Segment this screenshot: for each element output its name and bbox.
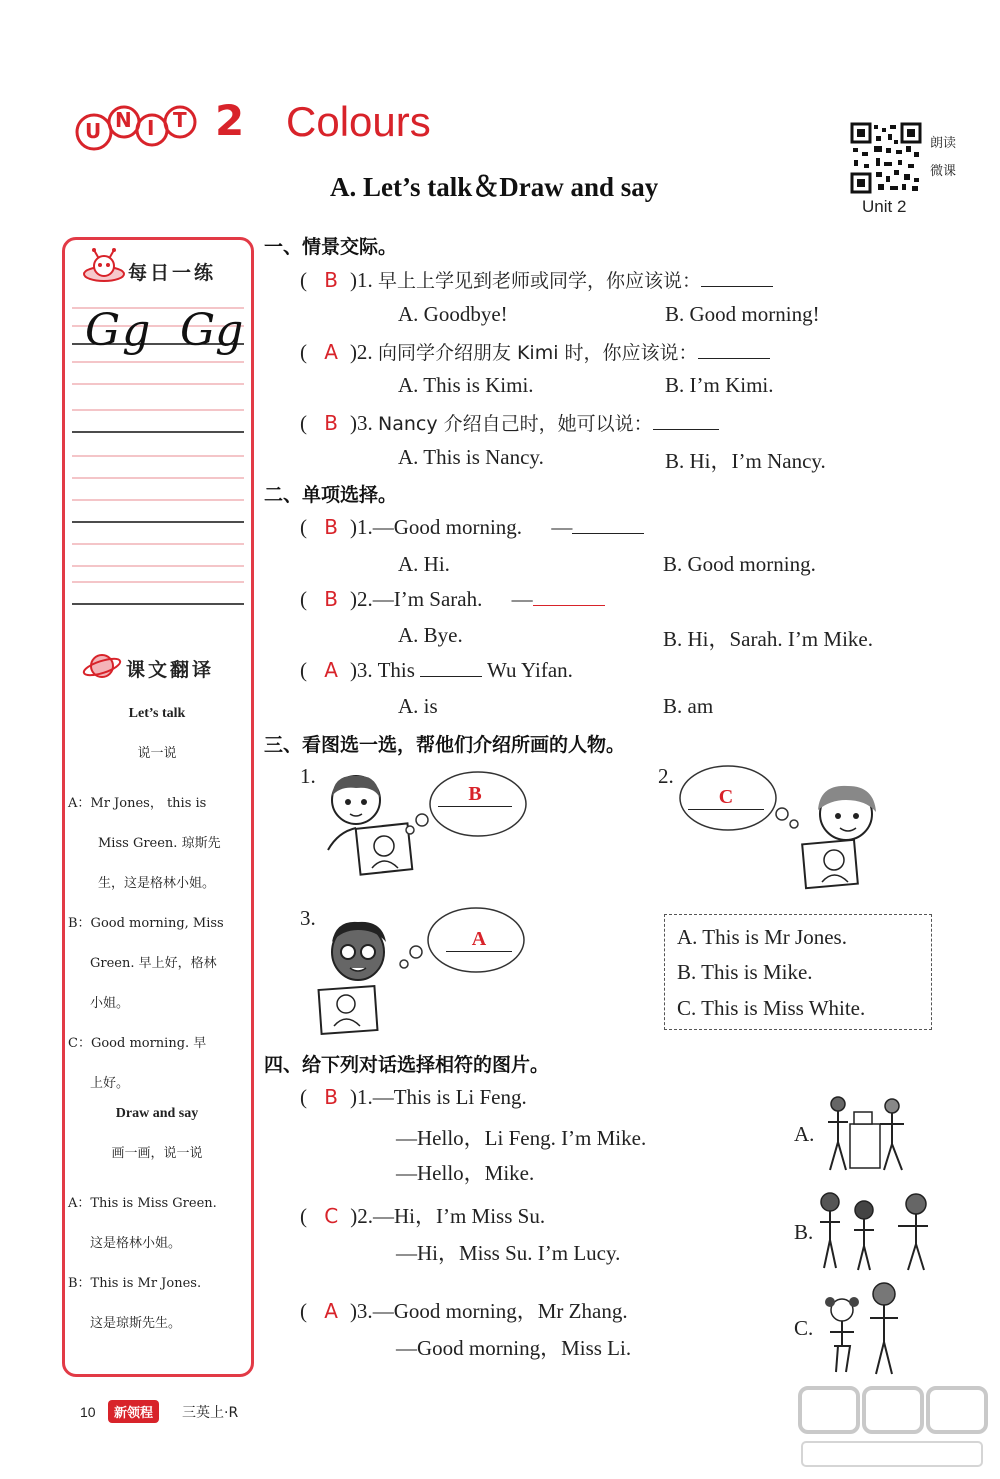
s2-q2-option-b: B. Hi，Sarah. I’m Mike. bbox=[663, 627, 873, 651]
s1-q3-num: )3. bbox=[349, 411, 373, 435]
s2-q1-answer[interactable]: B bbox=[324, 515, 338, 539]
draw-translation bbox=[68, 1184, 248, 1344]
s3-item1-num: 1. bbox=[300, 764, 316, 788]
s1-q1-option-b: B. Good morning! bbox=[665, 302, 820, 326]
qr-side-labels bbox=[930, 130, 956, 186]
s2-q2-option-a: A. Bye. bbox=[398, 623, 463, 647]
s4-q3-line2: —Good morning，Miss Li. bbox=[396, 1336, 632, 1360]
talk-translation bbox=[68, 784, 248, 1104]
s2-q1-reply: — bbox=[551, 515, 573, 539]
s4-q3: ( A )3.—Good morning，Mr Zhang. bbox=[300, 1299, 628, 1323]
pic-label-a: A. bbox=[794, 1122, 815, 1146]
translation-title: 课文翻译 bbox=[126, 659, 215, 681]
pic-label-c: C. bbox=[794, 1316, 814, 1340]
boy-with-drawing-image bbox=[796, 780, 892, 890]
s2-q3: ( A )3. This Wu Yifan. bbox=[300, 658, 573, 682]
s1-q2-text: 向同学介绍朋友 Kimi 时，你应该说： bbox=[377, 342, 698, 364]
s4-q2-num: )2. bbox=[350, 1204, 373, 1228]
planet-icon bbox=[82, 648, 122, 684]
unit-letter-t: T bbox=[173, 108, 187, 132]
s2-q1: ( B )1.—Good morning. — bbox=[300, 515, 644, 540]
unit-letter-n: N bbox=[115, 108, 132, 132]
s3-item3-answer[interactable]: A bbox=[446, 928, 512, 952]
s3-option-c: C. This is Miss White. bbox=[677, 996, 866, 1020]
qr-code-icon[interactable] bbox=[850, 122, 922, 194]
s1-q2-option-a: A. This is Kimi. bbox=[398, 373, 534, 397]
unit-letter-u: U bbox=[85, 119, 102, 143]
s1-q3-blank[interactable] bbox=[653, 412, 719, 430]
s2-q1-text: —Good morning. bbox=[372, 515, 523, 539]
s2-q2-text: —I’m Sarah. bbox=[372, 587, 483, 611]
talk-line-c1: C：Good morning. 早 bbox=[68, 1036, 207, 1051]
draw-line-a2: 这是格林小姐。 bbox=[90, 1236, 182, 1251]
talk-line-b1: B：Good morning, Miss bbox=[68, 916, 224, 931]
draw-line-b2: 这是琼斯先生。 bbox=[90, 1316, 182, 1331]
s1-q2: ( A )2. 向同学介绍朋友 Kimi 时，你应该说： bbox=[300, 338, 770, 365]
s1-q3-option-a: A. This is Nancy. bbox=[398, 445, 544, 469]
s2-q3-num: )3. bbox=[349, 658, 373, 682]
s3-item1-answer[interactable]: B bbox=[438, 783, 512, 807]
s2-q2: ( B )2.—I’m Sarah. — bbox=[300, 587, 605, 612]
watermark-logo bbox=[790, 1382, 990, 1472]
s4-q1-line2: —Hello，Li Feng. I’m Mike. bbox=[396, 1126, 647, 1150]
handwriting-sample-1: Gg bbox=[85, 305, 153, 356]
lets-talk-heading: Let’s talk bbox=[128, 706, 186, 721]
s4-q1-answer[interactable]: B bbox=[324, 1085, 338, 1109]
s4-q3-answer[interactable]: A bbox=[324, 1299, 338, 1323]
draw-say-cn: 画一画，说一说 bbox=[111, 1146, 203, 1161]
s1-q2-answer[interactable]: A bbox=[324, 340, 338, 364]
s3-item3-num: 3. bbox=[300, 906, 316, 930]
qr-caption: Unit 2 bbox=[862, 197, 907, 216]
s2-q1-blank[interactable] bbox=[572, 516, 644, 534]
talk-line-a2: Miss Green. 琼斯先 bbox=[98, 836, 221, 851]
s2-q3-text-before: This bbox=[377, 658, 415, 682]
three-children-image bbox=[816, 1190, 938, 1272]
s4-q1-num: )1. bbox=[349, 1085, 373, 1109]
s2-q1-option-b: B. Good morning. bbox=[663, 552, 816, 576]
unit-letter-i: I bbox=[147, 116, 155, 140]
s2-q3-blank[interactable] bbox=[420, 659, 482, 677]
s1-q1: ( B )1. 早上上学见到老师或同学，你应该说： bbox=[300, 266, 773, 293]
talk-line-a3: 生，这是格林小姐。 bbox=[98, 876, 216, 891]
unit-word bbox=[72, 100, 212, 160]
s4-q3-line1: —Good morning，Mr Zhang. bbox=[372, 1299, 628, 1323]
talk-line-b3: 小姐。 bbox=[90, 996, 130, 1011]
s2-q2-blank[interactable] bbox=[533, 588, 605, 606]
boy-glasses-with-drawing-image bbox=[316, 918, 408, 1036]
s1-q3-answer[interactable]: B bbox=[324, 411, 338, 435]
page-number: 10 bbox=[80, 1404, 96, 1420]
s2-q3-answer[interactable]: A bbox=[324, 658, 338, 682]
s2-q1-option-a: A. Hi. bbox=[398, 552, 450, 576]
s4-q1-line3: —Hello，Mike. bbox=[396, 1161, 535, 1185]
qr-label-read: 朗读 bbox=[930, 136, 957, 151]
s4-q2: ( C )2.—Hi，I’m Miss Su. bbox=[300, 1204, 546, 1228]
talk-line-c2: 上好。 bbox=[90, 1076, 130, 1091]
s1-q2-num: )2. bbox=[349, 340, 373, 364]
s4-q1-line1: —This is Li Feng. bbox=[372, 1085, 527, 1109]
s3-item2-num: 2. bbox=[658, 764, 674, 788]
s3-option-a: A. This is Mr Jones. bbox=[677, 925, 847, 949]
talk-line-b2: Green. 早上好，格林 bbox=[90, 956, 217, 971]
s3-option-b: B. This is Mike. bbox=[677, 960, 813, 984]
s2-q2-answer[interactable]: B bbox=[324, 587, 338, 611]
s2-q1-num: )1. bbox=[349, 515, 373, 539]
girl-and-teacher-image bbox=[820, 1280, 910, 1376]
lets-talk-cn: 说一说 bbox=[137, 746, 177, 761]
s2-q3-option-b: B. am bbox=[663, 694, 714, 718]
draw-line-a1: A：This is Miss Green. bbox=[68, 1196, 217, 1211]
s1-q3: ( B )3. Nancy 介绍自己时，她可以说： bbox=[300, 409, 719, 436]
unit-number: 2 bbox=[215, 96, 245, 145]
brand-badge: 新领程 bbox=[108, 1400, 159, 1423]
s1-q3-option-b: B. Hi，I’m Nancy. bbox=[665, 449, 826, 473]
section3-heading: 三、看图选一选，帮他们介绍所画的人物。 bbox=[264, 734, 626, 756]
draw-line-b1: B：This is Mr Jones. bbox=[68, 1276, 202, 1291]
s4-q3-num: )3. bbox=[349, 1299, 373, 1323]
section2-heading: 二、单项选择。 bbox=[264, 484, 398, 506]
s2-q2-reply: — bbox=[511, 587, 533, 611]
s1-q3-text: Nancy 介绍自己时，她可以说： bbox=[377, 413, 653, 435]
s4-q2-answer[interactable]: C bbox=[324, 1204, 339, 1228]
unit-title: Colours bbox=[286, 98, 431, 145]
qr-label-micro: 微课 bbox=[930, 164, 957, 179]
grade-label: 三英上·R bbox=[182, 1405, 239, 1421]
s2-q3-text-after: Wu Yifan. bbox=[487, 658, 573, 682]
s4-q1: ( B )1.—This is Li Feng. bbox=[300, 1085, 527, 1109]
alien-ufo-icon bbox=[82, 248, 126, 288]
s1-q1-answer[interactable]: B bbox=[324, 268, 338, 292]
office-people-image bbox=[820, 1094, 912, 1174]
section1-heading: 一、情景交际。 bbox=[264, 236, 398, 258]
s1-q1-num: )1. bbox=[349, 268, 373, 292]
section-title: A. Let’s talk＆Draw and say bbox=[330, 172, 659, 202]
s3-item2-answer[interactable]: C bbox=[688, 786, 764, 810]
s2-q3-option-a: A. is bbox=[398, 694, 438, 718]
section4-heading: 四、给下列对话选择相符的图片。 bbox=[264, 1054, 550, 1076]
s1-q2-blank[interactable] bbox=[698, 341, 770, 359]
s1-q1-blank[interactable] bbox=[701, 269, 773, 287]
s2-q2-num: )2. bbox=[349, 587, 373, 611]
s4-q2-line1: —Hi，I’m Miss Su. bbox=[372, 1204, 546, 1228]
talk-line-a1: A：Mr Jones， this is bbox=[68, 796, 207, 811]
daily-practice-title: 每日一练 bbox=[128, 262, 217, 284]
s1-q1-text: 早上上学见到老师或同学，你应该说： bbox=[377, 270, 701, 292]
s1-q2-option-b: B. I’m Kimi. bbox=[665, 373, 774, 397]
s4-q2-line2: —Hi，Miss Su. I’m Lucy. bbox=[396, 1241, 621, 1265]
handwriting-sample-2: Gg bbox=[180, 305, 244, 356]
draw-say-heading: Draw and say bbox=[115, 1106, 199, 1121]
pic-label-b: B. bbox=[794, 1220, 814, 1244]
s1-q1-option-a: A. Goodbye! bbox=[398, 302, 508, 326]
